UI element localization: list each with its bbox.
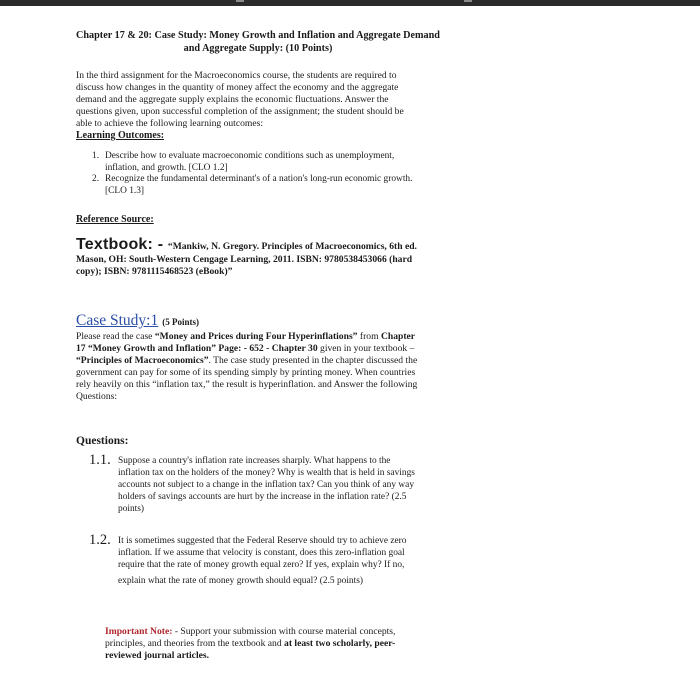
outcome-item-2: 2. Recognize the fundamental determinant's of a nation's long-run economic growth. [CLO 1.3] bbox=[92, 174, 413, 196]
questions-heading: Questions: bbox=[76, 435, 129, 447]
case-study-heading bbox=[76, 312, 199, 330]
case-study-paragraph: Please read the case “Money and Prices during Four Hyperinflations” from Chapter 17 “Money Growth and Inflation” Page: - 652 - Chapter 30 given in your textbook – “Principles of Macroeconomics”. The case study presented in the chapter discussed the government can pay for some of its spending simply by printing money. When countries rely heavily on this “inflation tax,” the result is hyperinflation. and Answer the following Questions: bbox=[76, 331, 418, 402]
document-title: Chapter 17 & 20: Case Study: Money Growth and Inflation and Aggregate Demand and Aggregate Supply: (10 Points) bbox=[76, 30, 440, 54]
question-number: 1.2. bbox=[89, 532, 111, 548]
case-study-link[interactable]: Case Study:1 bbox=[76, 312, 159, 329]
intro-paragraph: In the third assignment for the Macroeconomics course, the students are required to discuss how changes in the quantity of money affect the economy and the aggregate demand and the aggregate supply explains the economic fluctuations. Answer the questions given, upon successful completion of the assignment; the student should be able to achieve the following learning outcomes: bbox=[76, 70, 404, 129]
reference-source-heading: Reference Source: bbox=[76, 214, 154, 225]
outcome-item-1: 1. Describe how to evaluate macroeconomic conditions such as unemployment, inflation, and growth. [CLO 1.2] bbox=[92, 151, 395, 173]
question-1-1: 1.1. Suppose a country's inflation rate increases sharply. What happens to the inflation tax on the holders of the money? Why is wealth that is held in savings accounts not subject to a change in the inflation tax? Can you think of any way holders of savings accounts are hurt by the increase in the inflation rate? (2.5 points) bbox=[89, 452, 415, 514]
case-study-points: (5 Points) bbox=[162, 317, 199, 327]
question-1-2: 1.2. It is sometimes suggested that the Federal Reserve should try to achieve zero inflation. If we assume that velocity is constant, does this zero-inflation goal require that the rate of money growth equal zero? If yes, explain why? If no, explain what the rate of money growth should equal? (2.5 points) bbox=[89, 532, 407, 586]
important-note: Important Note: - Support your submission with course material concepts, principles, and theories from the textbook and at least two scholarly, peer- reviewed journal articles. bbox=[105, 626, 396, 661]
textbook-label: Textbook: - bbox=[76, 236, 168, 253]
learning-outcomes-heading: Learning Outcomes: bbox=[76, 130, 165, 141]
important-note-label: Important Note: bbox=[105, 626, 175, 637]
question-number: 1.1. bbox=[89, 452, 111, 468]
reference-citation: Textbook: - “Mankiw, N. Gregory. Principles of Macroeconomics, 6th ed. Mason, OH: South-Western Cengage Learning, 2011. ISBN: 9780538453066 (hard copy); ISBN: 9781115468523 (eBook)” bbox=[76, 236, 417, 277]
